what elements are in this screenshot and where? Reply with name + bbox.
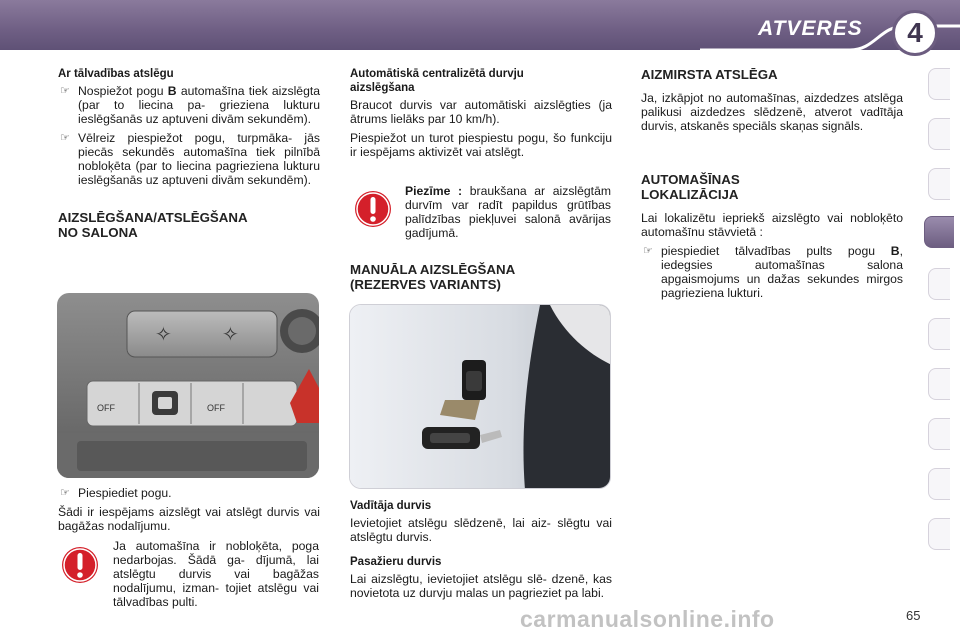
note-text: braukšana ar aizslēgtām durvīm var radīt papildus grūtības palīdzības piekļuvei salonā avārijas gadījumā.	[405, 184, 612, 240]
left-column	[58, 67, 320, 240]
warning-note-middle	[405, 184, 611, 240]
bullet-text: automašīna tiek aizslēgta (par to liecina pa- griezienа lukturu ieslēgšanās uz aptuveni divām sekundēm).	[78, 84, 321, 126]
svg-text:OFF: OFF	[97, 403, 115, 413]
door-lock-key-photo	[349, 304, 611, 489]
chapter-tab[interactable]	[928, 268, 950, 300]
chapter-tab[interactable]	[928, 418, 950, 450]
svg-text:✧: ✧	[155, 324, 172, 346]
button-key-label: B	[890, 244, 900, 258]
chapter-tab[interactable]	[928, 68, 950, 100]
auto-lock-heading-2: aizslēgšana	[350, 82, 415, 94]
bullet-text: Piespiediet pogu.	[78, 486, 172, 500]
bullet-deadlock	[58, 131, 320, 187]
manual-lock-heading-2: (REZERVES VARIANTS)	[350, 277, 501, 292]
bullet-text: , iedegsies automašīnas salona apgaismojums un dažas sekundes mirgos pagrieziena lukturi.	[661, 244, 903, 300]
warning-note-left: Ja automašīna ir nobloķēta, poga nedarbojas. Šādā ga- dījumā, lai atslēgtu durvis vai bagāžas nodalījumu, izman- tojiet atslēgu vai tālvadības pulti.	[113, 539, 319, 609]
section-heading-lock-inside-2: NO SALONA	[58, 225, 138, 240]
left-column-lower	[58, 486, 320, 538]
middle-column-lower	[350, 499, 612, 605]
manual-lock-heading: MANUĀLA AIZSLĒGŠANA	[350, 262, 516, 277]
chapter-tabs	[928, 68, 950, 588]
passenger-door-heading: Pasažieru durvis	[350, 556, 442, 568]
watermark: carmanualsonline.info	[520, 606, 775, 632]
pointing-hand-icon: ☞	[60, 85, 70, 97]
chapter-tab-active[interactable]	[924, 216, 954, 248]
locate-car-text: Lai lokalizētu iepriekš aizslēgto vai nobloķēto automašīnu stāvvietā :	[641, 211, 903, 239]
locate-car-heading-2: LOKALIZĀCIJA	[641, 187, 739, 202]
forgot-key-text: Ja, izkāpjot no automašīnas, aizdedzes atslēga palikusi aizdedzes slēdzenē, atverot vadītāja durvis, atskanēs speciāls skaņas signāls.	[641, 91, 903, 133]
auto-lock-activation-text: Piespiežot un turot piespiestu pogu, šo funkciju ir iespējams aktivizēt vai atslēgt.	[350, 131, 612, 159]
driver-door-heading: Vadītāja durvis	[350, 500, 432, 512]
page-number: 65	[906, 608, 921, 623]
chapter-title: ATVERES	[758, 17, 863, 40]
bullet-locate	[641, 244, 903, 300]
remote-heading: Ar tālvadības atslēgu	[58, 68, 174, 80]
central-locking-button-photo	[57, 293, 319, 478]
exclamation-warning-icon	[353, 189, 393, 229]
section-heading-lock-inside: AIZSLĒGŠANA/ATSLĒGŠANA	[58, 210, 248, 225]
bullet-press-button	[58, 486, 320, 500]
auto-lock-heading: Automātiskā centralizētā durvju	[350, 68, 524, 80]
pointing-hand-icon: ☞	[643, 245, 653, 257]
chapter-tab[interactable]	[928, 168, 950, 200]
locate-car-heading: AUTOMAŠĪNAS	[641, 172, 740, 187]
chapter-tab[interactable]	[928, 118, 950, 150]
forgot-key-heading: AIZMIRSTA ATSLĒGA	[641, 67, 778, 82]
pointing-hand-icon: ☞	[60, 487, 70, 499]
svg-text:✧: ✧	[222, 324, 239, 346]
passenger-door-text: Lai aizslēgtu, ievietojiet atslēgu slē- dzenē, kas novietota uz durvju malas un pagrieziet pa labi.	[350, 572, 612, 600]
manual-lock-section	[350, 262, 612, 292]
driver-door-text: Ievietojiet atslēgu slēdzenē, lai aiz- slēgtu vai atslēgtu durvis.	[350, 516, 612, 544]
chapter-tab[interactable]	[928, 318, 950, 350]
middle-column	[350, 67, 612, 164]
chapter-number-badge: 4	[892, 10, 938, 56]
lock-unlock-paragraph: Šādi ir iespējams aizslēgt vai atslēgt durvis vai bagāžas nodalījumu.	[58, 505, 320, 533]
svg-text:OFF: OFF	[207, 403, 225, 413]
bullet-text: piespiediet tālvadības pults pogu	[661, 244, 876, 258]
bullet-text: Nospiežot pogu	[78, 84, 164, 98]
note-label: Piezīme :	[405, 184, 463, 198]
chapter-tab[interactable]	[928, 368, 950, 400]
chapter-tab[interactable]	[928, 468, 950, 500]
bullet-text: Vēlreiz piespiežot pogu, turpmāka- jās piecās sekundēs automašīna tiek pilnībā nobloķēta (par to liecina pagriezienа lukturu ieslēgšanās uz aptuveni divām sekundēm).	[78, 131, 320, 187]
auto-lock-text: Braucot durvis var automātiski aizslēgties (ja ātrums lielāks par 10 km/h).	[350, 98, 612, 126]
bullet-lock	[58, 84, 320, 126]
button-key-label: B	[167, 84, 177, 98]
pointing-hand-icon: ☞	[60, 132, 70, 144]
right-column	[641, 67, 903, 305]
chapter-tab[interactable]	[928, 518, 950, 550]
exclamation-warning-icon	[60, 545, 100, 585]
